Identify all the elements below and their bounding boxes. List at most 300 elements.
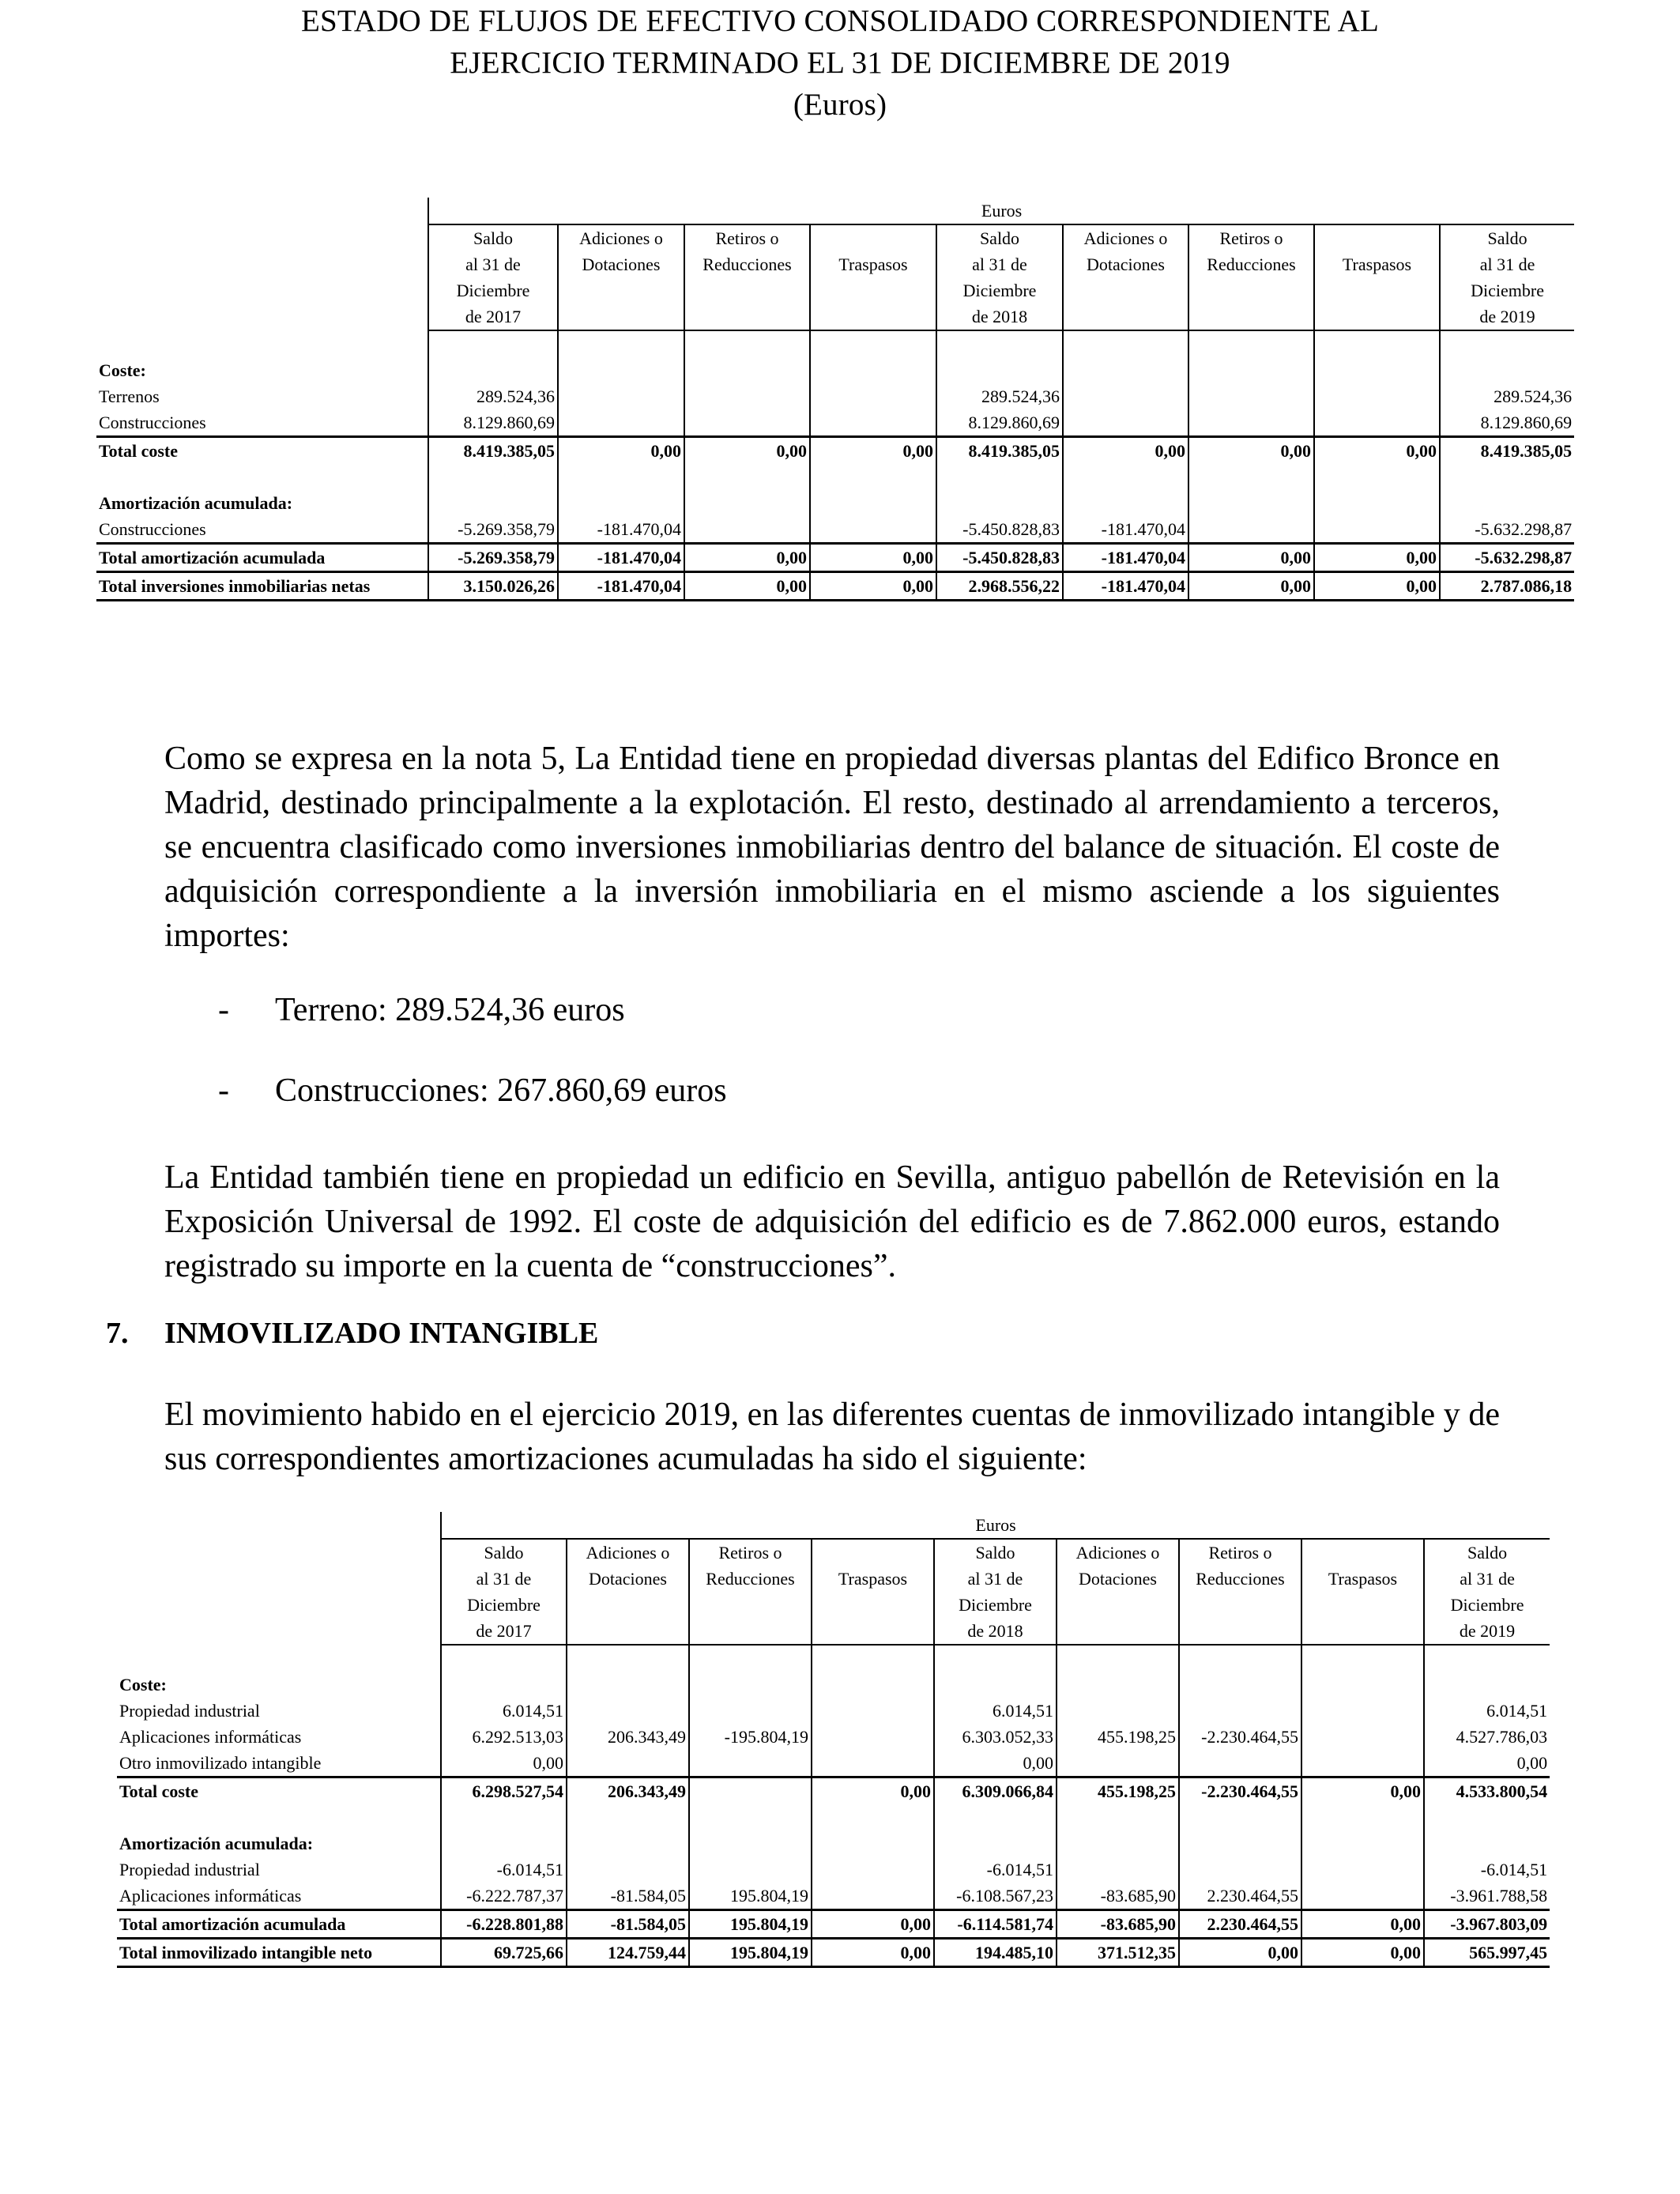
column-header-cell [1301,1618,1424,1645]
value-cell: 8.129.860,69 [428,409,558,437]
column-header-cell [689,1592,812,1618]
column-header-cell [810,277,936,303]
table-cell [812,1672,934,1698]
paragraph-investment-intro: Como se expresa en la nota 5, La Entidad tiene en propiedad diversas plantas del Edifico Bronce en Madrid, destinado principalmente a la explotación. El resto, destinado al arrendamiento a terceros, se encuentra clasificado como inversiones inmobiliarias dentro del balance de situación. El coste de adquisición correspondiente a la inversión inmobiliaria en el mismo asciende a los siguientes importes: [164,741,1500,954]
column-header-cell: Saldo [428,224,558,251]
value-cell: 195.804,19 [689,1910,812,1939]
column-header-cell: Reducciones [684,251,810,277]
section-title: INMOVILIZADO INTANGIBLE [164,1317,599,1350]
value-cell: 0,00 [934,1750,1057,1777]
table-cell [1314,357,1440,383]
table-spacer-cell [1301,1804,1424,1830]
value-cell [1188,383,1314,409]
value-cell [810,516,936,544]
value-cell [812,1883,934,1910]
section-title-cell: Coste: [119,1675,167,1695]
value-cell: 4.533.800,54 [1424,1777,1550,1805]
table-spacer-cell [1188,330,1314,357]
value-cell [1188,409,1314,437]
column-header-cell [810,303,936,330]
column-header-cell [1301,1539,1424,1566]
net-total-row [96,572,1574,601]
header-line-3: (Euros) [793,88,887,122]
row-label-cell: Propiedad industrial [119,1860,260,1879]
column-header-cell: Traspasos [1314,251,1440,277]
value-cell: 8.419.385,05 [936,437,1063,465]
table-row [96,409,1574,437]
value-cell: -181.470,04 [1063,544,1188,572]
value-cell: 8.419.385,05 [428,437,558,465]
table-spacer-cell [1440,464,1574,490]
table-spacer-cell [1057,1645,1179,1672]
value-cell: -181.470,04 [558,516,684,544]
table-cell [567,1830,689,1857]
value-cell: 0,00 [441,1750,567,1777]
value-cell: 455.198,25 [1057,1724,1179,1750]
column-header-cell: al 31 de [1424,1566,1550,1592]
paragraph-intangible-intro: El movimiento habido en el ejercicio 2019, en las diferentes cuentas de inmovilizado intangible y de sus correspondientes amortizaciones acumuladas ha sido el siguiente: [164,1397,1500,1477]
table-spacer-cell [810,330,936,357]
table-header-row [96,198,1574,224]
table-cell [689,1830,812,1857]
paragraph-sevilla-building: La Entidad también tiene en propiedad un edificio en Sevilla, antiguo pabellón de Retevisión en la Exposición Universal de 1992. El coste de adquisición del edificio es de 7.862.000 euros, estando registrado su importe en la cuenta de “construcciones”. [164,1159,1500,1284]
table-cell [934,1672,1057,1698]
column-header-cell [684,303,810,330]
value-cell: -3.967.803,09 [1424,1910,1550,1939]
intangible-assets-table [117,1512,1550,1968]
table-spacer-cell [96,330,428,357]
value-cell: -181.470,04 [1063,516,1188,544]
table-spacer-cell [558,330,684,357]
column-header-cell [1063,303,1188,330]
column-header-cell: Dotaciones [1057,1566,1179,1592]
value-cell: 6.309.066,84 [934,1777,1057,1805]
value-cell: -6.114.581,74 [934,1910,1057,1939]
table-spacer-cell [1057,1804,1179,1830]
value-cell: 69.725,66 [441,1939,567,1967]
value-cell [812,1724,934,1750]
bullet-dash: - [218,1072,229,1109]
row-label-cell: Total amortización acumulada [117,1910,441,1939]
table-header-row [117,1618,1550,1645]
row-label-cell: Aplicaciones informáticas [119,1886,302,1906]
row-label-cell: Propiedad industrial [119,1701,260,1721]
table-cell [684,357,810,383]
value-cell [1301,1750,1424,1777]
column-header-cell: Traspasos [1301,1566,1424,1592]
investment-property-table [96,198,1574,601]
section-title-row [117,1830,1550,1857]
value-cell: -2.230.464,55 [1179,1724,1301,1750]
table-cell [1440,357,1574,383]
value-cell [1179,1698,1301,1724]
column-header-cell: de 2019 [1424,1618,1550,1645]
table-row [96,516,1574,544]
page-header [0,0,1680,126]
value-cell: 0,00 [684,572,810,601]
column-header-cell: Adiciones o [567,1539,689,1566]
bullet-text-terreno: Terreno: 289.524,36 euros [275,992,625,1028]
column-header-cell: de 2019 [1440,303,1574,330]
row-label-cell: Total inmovilizado intangible neto [117,1939,441,1967]
value-cell [812,1698,934,1724]
table-cell [1424,1672,1550,1698]
value-cell: 0,00 [812,1939,934,1967]
table-cell [428,490,558,516]
table-cell [1063,490,1188,516]
value-cell: -2.230.464,55 [1179,1777,1301,1805]
value-cell: 0,00 [812,1910,934,1939]
row-label-cell: Total inversiones inmobiliarias netas [96,572,428,601]
column-header-cell: Adiciones o [1063,224,1188,251]
table-cell [1188,357,1314,383]
table-spacer-cell [1063,464,1188,490]
row-label-cell: Total amortización acumulada [96,544,428,572]
column-header-cell [1314,224,1440,251]
value-cell: -181.470,04 [558,572,684,601]
table-corner-cell [117,1512,441,1539]
value-cell [567,1698,689,1724]
table-label-cell [117,1566,441,1592]
value-cell [689,1750,812,1777]
value-cell: -3.961.788,58 [1424,1883,1550,1910]
table-cell [1057,1830,1179,1857]
table-row [117,1724,1550,1750]
column-header-cell: Adiciones o [1057,1539,1179,1566]
value-cell [689,1857,812,1883]
table-cell [1179,1830,1301,1857]
table-cell [810,490,936,516]
table-spacer-cell [1314,330,1440,357]
table-spacer-cell [689,1804,812,1830]
column-header-cell: Saldo [1440,224,1574,251]
header-line-2: EJERCICIO TERMINADO EL 31 DE DICIEMBRE DE 2019 [450,46,1230,80]
value-cell [689,1777,812,1805]
bullet-dash: - [218,992,229,1028]
column-header-cell: de 2017 [428,303,558,330]
table-cell [1301,1830,1424,1857]
value-cell: 455.198,25 [1057,1777,1179,1805]
value-cell: 0,00 [1063,437,1188,465]
column-header-cell: Traspasos [812,1566,934,1592]
column-header-cell: Diciembre [1424,1592,1550,1618]
table-cell [936,490,1063,516]
value-cell: 6.303.052,33 [934,1724,1057,1750]
table-spacer-cell [936,464,1063,490]
table-cell [1188,490,1314,516]
value-cell [1179,1750,1301,1777]
value-cell [567,1750,689,1777]
table-cell [428,357,558,383]
table-spacer-cell [934,1804,1057,1830]
value-cell [689,1698,812,1724]
value-cell: 8.129.860,69 [936,409,1063,437]
column-header-cell [1179,1592,1301,1618]
table-header-row [96,251,1574,277]
column-header-cell: de 2018 [934,1618,1057,1645]
table-label-cell [96,224,428,251]
table-spacer-cell [428,464,558,490]
value-cell: -5.632.298,87 [1440,516,1574,544]
table-spacer-cell [812,1804,934,1830]
value-cell: -6.222.787,37 [441,1883,567,1910]
value-cell [1057,1698,1179,1724]
table-label-cell [96,251,428,277]
row-label-cell: Total coste [96,437,428,465]
value-cell [1301,1698,1424,1724]
table-spacer-cell [936,330,1063,357]
table-corner-cell [96,198,428,224]
table-spacer-cell [441,1645,567,1672]
column-header-cell [1063,277,1188,303]
table-cell [1179,1672,1301,1698]
bullet-item [218,988,229,1032]
table-label-cell [117,1618,441,1645]
column-header-cell: al 31 de [441,1566,567,1592]
value-cell: 6.014,51 [1424,1698,1550,1724]
value-cell: -5.450.828,83 [936,544,1063,572]
table-spacer-cell [812,1645,934,1672]
value-cell: 0,00 [558,437,684,465]
table-row [117,1750,1550,1777]
table-label-cell [117,1592,441,1618]
table-row [96,383,1574,409]
column-header-cell: de 2018 [936,303,1063,330]
column-header-cell: Retiros o [1188,224,1314,251]
table-spacer-cell [567,1804,689,1830]
column-header-cell [567,1618,689,1645]
value-cell [1301,1857,1424,1883]
table-label-cell [96,303,428,330]
value-cell: 0,00 [810,437,936,465]
value-cell [812,1857,934,1883]
section-title-cell: Amortización acumulada: [99,493,293,513]
column-header-cell [1179,1618,1301,1645]
column-header-cell: al 31 de [1440,251,1574,277]
table-spacer-cell [1301,1645,1424,1672]
table-spacer-row [117,1804,1550,1830]
column-header-cell [1057,1618,1179,1645]
unit-header: Euros [428,198,1574,224]
column-header-cell [558,303,684,330]
section-title-row [117,1672,1550,1698]
table-cell [1057,1672,1179,1698]
value-cell [684,409,810,437]
table-spacer-row [96,330,1574,357]
table-spacer-cell [558,464,684,490]
table-spacer-cell [428,330,558,357]
value-cell: 0,00 [810,572,936,601]
value-cell: -83.685,90 [1057,1910,1179,1939]
table-row [117,1883,1550,1910]
column-header-cell: Reducciones [689,1566,812,1592]
column-header-cell: Saldo [936,224,1063,251]
value-cell [558,383,684,409]
table-header-row [117,1592,1550,1618]
column-header-cell [1188,303,1314,330]
table-header-row [96,277,1574,303]
table-cell [936,357,1063,383]
table-cell [441,1830,567,1857]
column-header-cell [1314,303,1440,330]
column-header-cell: Dotaciones [567,1566,689,1592]
column-header-cell [810,224,936,251]
value-cell [1063,383,1188,409]
table-cell [684,490,810,516]
total-row [96,437,1574,465]
section-number: 7. [106,1317,129,1350]
value-cell [810,409,936,437]
value-cell: 0,00 [1314,437,1440,465]
table-spacer-cell [1188,464,1314,490]
value-cell: 0,00 [1301,1910,1424,1939]
row-label-cell: Terrenos [99,386,160,406]
bullet-item [218,1069,229,1113]
value-cell: 6.292.513,03 [441,1724,567,1750]
value-cell: -81.584,05 [567,1883,689,1910]
table-spacer-cell [689,1645,812,1672]
value-cell: -181.470,04 [1063,572,1188,601]
column-header-cell [684,277,810,303]
table-spacer-cell [567,1645,689,1672]
value-cell: 0,00 [810,544,936,572]
column-header-cell: Retiros o [689,1539,812,1566]
table-cell [1301,1672,1424,1698]
value-cell [1314,516,1440,544]
column-header-cell [1314,277,1440,303]
column-header-cell [1188,277,1314,303]
value-cell: 289.524,36 [936,383,1063,409]
value-cell: 3.150.026,26 [428,572,558,601]
value-cell [1179,1857,1301,1883]
table-cell [441,1672,567,1698]
value-cell: 6.014,51 [934,1698,1057,1724]
value-cell [812,1750,934,1777]
value-cell: -6.014,51 [934,1857,1057,1883]
section-title-row [96,490,1574,516]
value-cell: 0,00 [1188,572,1314,601]
column-header-cell [558,277,684,303]
column-header-cell [567,1592,689,1618]
value-cell: 206.343,49 [567,1777,689,1805]
table-cell [934,1830,1057,1857]
value-cell [1314,409,1440,437]
table-cell [558,357,684,383]
value-cell: 371.512,35 [1057,1939,1179,1967]
total-row [117,1910,1550,1939]
column-header-cell: Diciembre [936,277,1063,303]
value-cell: 124.759,44 [567,1939,689,1967]
table-cell [1063,357,1188,383]
table-cell [1314,490,1440,516]
value-cell [558,409,684,437]
row-label-cell: Otro inmovilizado intangible [119,1753,322,1773]
column-header-cell [1301,1592,1424,1618]
column-header-cell: de 2017 [441,1618,567,1645]
value-cell: 0,00 [1314,544,1440,572]
value-cell: 0,00 [684,544,810,572]
value-cell [1314,383,1440,409]
column-header-cell [1057,1592,1179,1618]
value-cell: 8.129.860,69 [1440,409,1574,437]
value-cell: 0,00 [684,437,810,465]
value-cell: 289.524,36 [1440,383,1574,409]
table-cell [567,1672,689,1698]
value-cell: 4.527.786,03 [1424,1724,1550,1750]
unit-header: Euros [441,1512,1550,1539]
table-label-cell [96,277,428,303]
table-spacer-row [96,464,1574,490]
column-header-cell [812,1618,934,1645]
table-spacer-cell [1179,1804,1301,1830]
value-cell: 0,00 [812,1777,934,1805]
column-header-cell: Dotaciones [1063,251,1188,277]
column-header-cell [812,1539,934,1566]
value-cell: -6.014,51 [441,1857,567,1883]
table-spacer-cell [441,1804,567,1830]
column-header-cell: al 31 de [934,1566,1057,1592]
column-header-cell: Retiros o [684,224,810,251]
table-spacer-row [117,1645,1550,1672]
column-header-cell: Diciembre [428,277,558,303]
column-header-cell [812,1592,934,1618]
column-header-cell: Adiciones o [558,224,684,251]
column-header-cell: al 31 de [936,251,1063,277]
table-spacer-cell [1424,1804,1550,1830]
value-cell: 0,00 [1188,544,1314,572]
section-title-cell: Coste: [99,360,146,380]
value-cell: 195.804,19 [689,1883,812,1910]
column-header-cell: Saldo [1424,1539,1550,1566]
row-label-cell: Aplicaciones informáticas [119,1727,302,1747]
value-cell: 6.298.527,54 [441,1777,567,1805]
column-header-cell: Saldo [934,1539,1057,1566]
table-header-row [96,224,1574,251]
column-header-cell: Diciembre [1440,277,1574,303]
value-cell: 0,00 [1424,1750,1550,1777]
value-cell: 6.014,51 [441,1698,567,1724]
table-spacer-cell [1440,330,1574,357]
value-cell [1057,1857,1179,1883]
value-cell: 0,00 [1301,1777,1424,1805]
value-cell: 2.230.464,55 [1179,1910,1301,1939]
value-cell: -5.269.358,79 [428,544,558,572]
total-row [96,544,1574,572]
header-line-1: ESTADO DE FLUJOS DE EFECTIVO CONSOLIDADO CORRESPONDIENTE AL [301,4,1379,38]
table-spacer-cell [117,1804,441,1830]
table-header-row [117,1566,1550,1592]
column-header-cell: Diciembre [934,1592,1057,1618]
value-cell: -6.228.801,88 [441,1910,567,1939]
value-cell: 565.997,45 [1424,1939,1550,1967]
column-header-cell [689,1618,812,1645]
table-spacer-cell [934,1645,1057,1672]
value-cell [810,383,936,409]
value-cell: -6.108.567,23 [934,1883,1057,1910]
column-header-cell: Dotaciones [558,251,684,277]
value-cell: 0,00 [1188,437,1314,465]
table-cell [689,1672,812,1698]
value-cell [1057,1750,1179,1777]
table-cell [810,357,936,383]
column-header-cell: Retiros o [1179,1539,1301,1566]
table-spacer-cell [810,464,936,490]
row-label-cell: Total coste [117,1777,441,1805]
value-cell [684,383,810,409]
value-cell: 2.230.464,55 [1179,1883,1301,1910]
column-header-cell: Reducciones [1188,251,1314,277]
table-row [117,1698,1550,1724]
